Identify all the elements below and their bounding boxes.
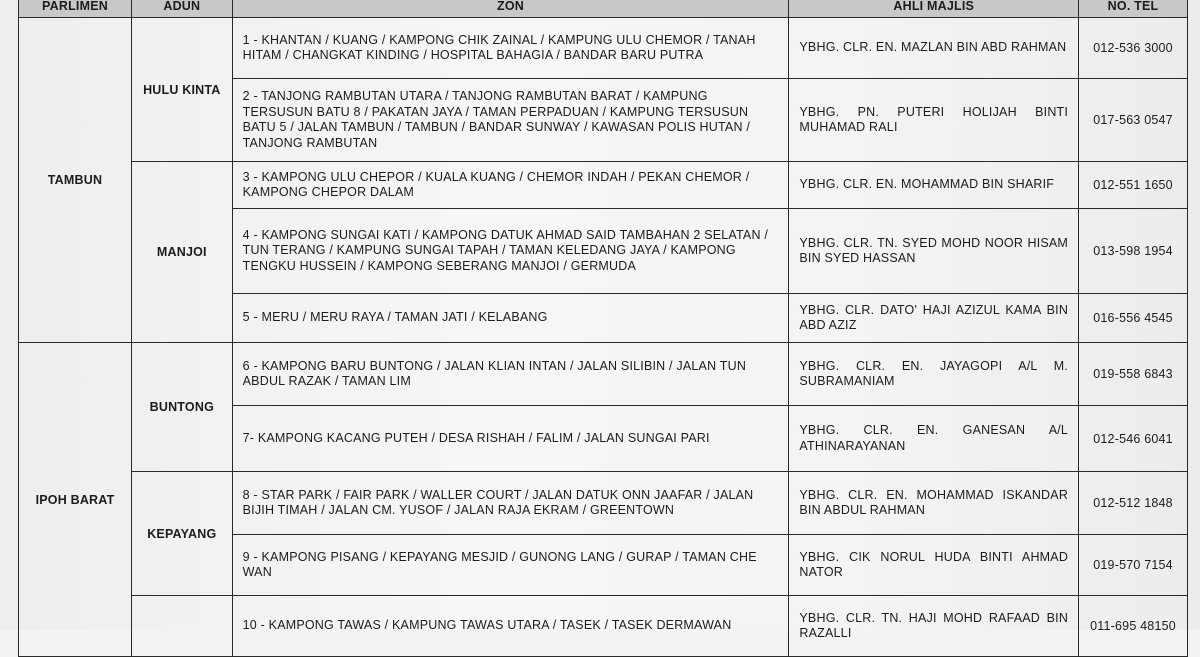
phone-cell: 012-551 1650: [1079, 162, 1188, 209]
zon-cell: 5 - MERU / MERU RAYA / TAMAN JATI / KELABANG: [232, 294, 789, 343]
zon-cell: 8 - STAR PARK / FAIR PARK / WALLER COURT / JALAN DATUK ONN JAAFAR / JALAN BIJIH TIMAH / JALAN CM. YUSOF / JALAN RAJA EKRAM / GREENTOWN: [232, 472, 789, 535]
adun-cell: MANJOI: [131, 162, 232, 343]
phone-cell: 011-695 48150: [1079, 596, 1188, 657]
zon-cell: 4 - KAMPONG SUNGAI KATI / KAMPONG DATUK AHMAD SAID TAMBAHAN 2 SELATAN / TUN TERANG / KAMPUNG SUNGAI TAPAH / TAMAN KELEDANG JAYA / KAMPONG TENGKU HUSSEIN / KAMPONG SEBERANG MANJOI / GERMUDA: [232, 209, 789, 294]
zon-cell: 2 - TANJONG RAMBUTAN UTARA / TANJONG RAMBUTAN BARAT / KAMPUNG TERSUSUN BATU 8 / PAKATAN JAYA / TAMAN PERPADUAN / KAMPUNG TERSUSUN BATU 5 / JALAN TAMBUN / TAMBUN / BANDAR SUNWAY / KAWASAN POLIS HUTAN / TANJONG RAMBUTAN: [232, 79, 789, 162]
zon-cell: 9 - KAMPONG PISANG / KEPAYANG MESJID / GUNONG LANG / GURAP / TAMAN CHE WAN: [232, 535, 789, 596]
zon-cell: 7- KAMPONG KACANG PUTEH / DESA RISHAH / FALIM / JALAN SUNGAI PARI: [232, 406, 789, 472]
table-header-row: [19, 0, 1188, 18]
ahli-majlis-cell: YBHG. CLR. EN. GANESAN A/L ATHINARAYANAN: [789, 406, 1079, 472]
ahli-majlis-cell: YBHG. CLR. EN. MAZLAN BIN ABD RAHMAN: [789, 18, 1079, 79]
adun-cell: [131, 596, 232, 657]
ahli-majlis-cell: YBHG. PN. PUTERI HOLIJAH BINTI MUHAMAD RALI: [789, 79, 1079, 162]
table-row: [19, 18, 1188, 79]
ahli-majlis-cell: YBHG. CLR. EN. MOHAMMAD ISKANDAR BIN ABDUL RAHMAN: [789, 472, 1079, 535]
ahli-majlis-cell: YBHG. CLR. TN. SYED MOHD NOOR HISAM BIN SYED HASSAN: [789, 209, 1079, 294]
phone-cell: 013-598 1954: [1079, 209, 1188, 294]
header-adun: ADUN: [131, 0, 232, 18]
phone-cell: 012-546 6041: [1079, 406, 1188, 472]
header-no-tel: NO. TEL: [1079, 0, 1188, 18]
phone-cell: 019-570 7154: [1079, 535, 1188, 596]
phone-cell: 019-558 6843: [1079, 343, 1188, 406]
header-parlimen: PARLIMEN: [19, 0, 132, 18]
ahli-majlis-cell: YBHG. CIK NORUL HUDA BINTI AHMAD NATOR: [789, 535, 1079, 596]
header-ahli-majlis: AHLI MAJLIS: [789, 0, 1079, 18]
table-row: [19, 472, 1188, 535]
phone-cell: 017-563 0547: [1079, 79, 1188, 162]
table-row: [19, 343, 1188, 406]
zon-cell: 1 - KHANTAN / KUANG / KAMPONG CHIK ZAINAL / KAMPUNG ULU CHEMOR / TANAH HITAM / CHANGKAT KINDING / HOSPITAL BAHAGIA / BANDAR BARU PUTRA: [232, 18, 789, 79]
ahli-majlis-cell: YBHG. CLR. EN. JAYAGOPI A/L M. SUBRAMANIAM: [789, 343, 1079, 406]
phone-cell: 016-556 4545: [1079, 294, 1188, 343]
ahli-majlis-cell: YBHG. CLR. DATO' HAJI AZIZUL KAMA BIN ABD AZIZ: [789, 294, 1079, 343]
zon-cell: 3 - KAMPONG ULU CHEPOR / KUALA KUANG / CHEMOR INDAH / PEKAN CHEMOR / KAMPONG CHEPOR DALAM: [232, 162, 789, 209]
ahli-majlis-cell: YBHG. CLR. TN. HAJI MOHD RAFAAD BIN RAZALLI: [789, 596, 1079, 657]
header-zon: ZON: [232, 0, 789, 18]
zon-cell: 6 - KAMPONG BARU BUNTONG / JALAN KLIAN INTAN / JALAN SILIBIN / JALAN TUN ABDUL RAZAK / TAMAN LIM: [232, 343, 789, 406]
table-row: [19, 596, 1188, 657]
adun-cell: BUNTONG: [131, 343, 232, 472]
ahli-majlis-table: [18, 0, 1188, 657]
adun-cell: HULU KINTA: [131, 18, 232, 162]
adun-cell: KEPAYANG: [131, 472, 232, 596]
parlimen-cell: TAMBUN: [19, 18, 132, 343]
phone-cell: 012-536 3000: [1079, 18, 1188, 79]
phone-cell: 012-512 1848: [1079, 472, 1188, 535]
table-row: [19, 162, 1188, 209]
ahli-majlis-cell: YBHG. CLR. EN. MOHAMMAD BIN SHARIF: [789, 162, 1079, 209]
zon-cell: 10 - KAMPONG TAWAS / KAMPUNG TAWAS UTARA / TASEK / TASEK DERMAWAN: [232, 596, 789, 657]
parlimen-cell: IPOH BARAT: [19, 343, 132, 657]
